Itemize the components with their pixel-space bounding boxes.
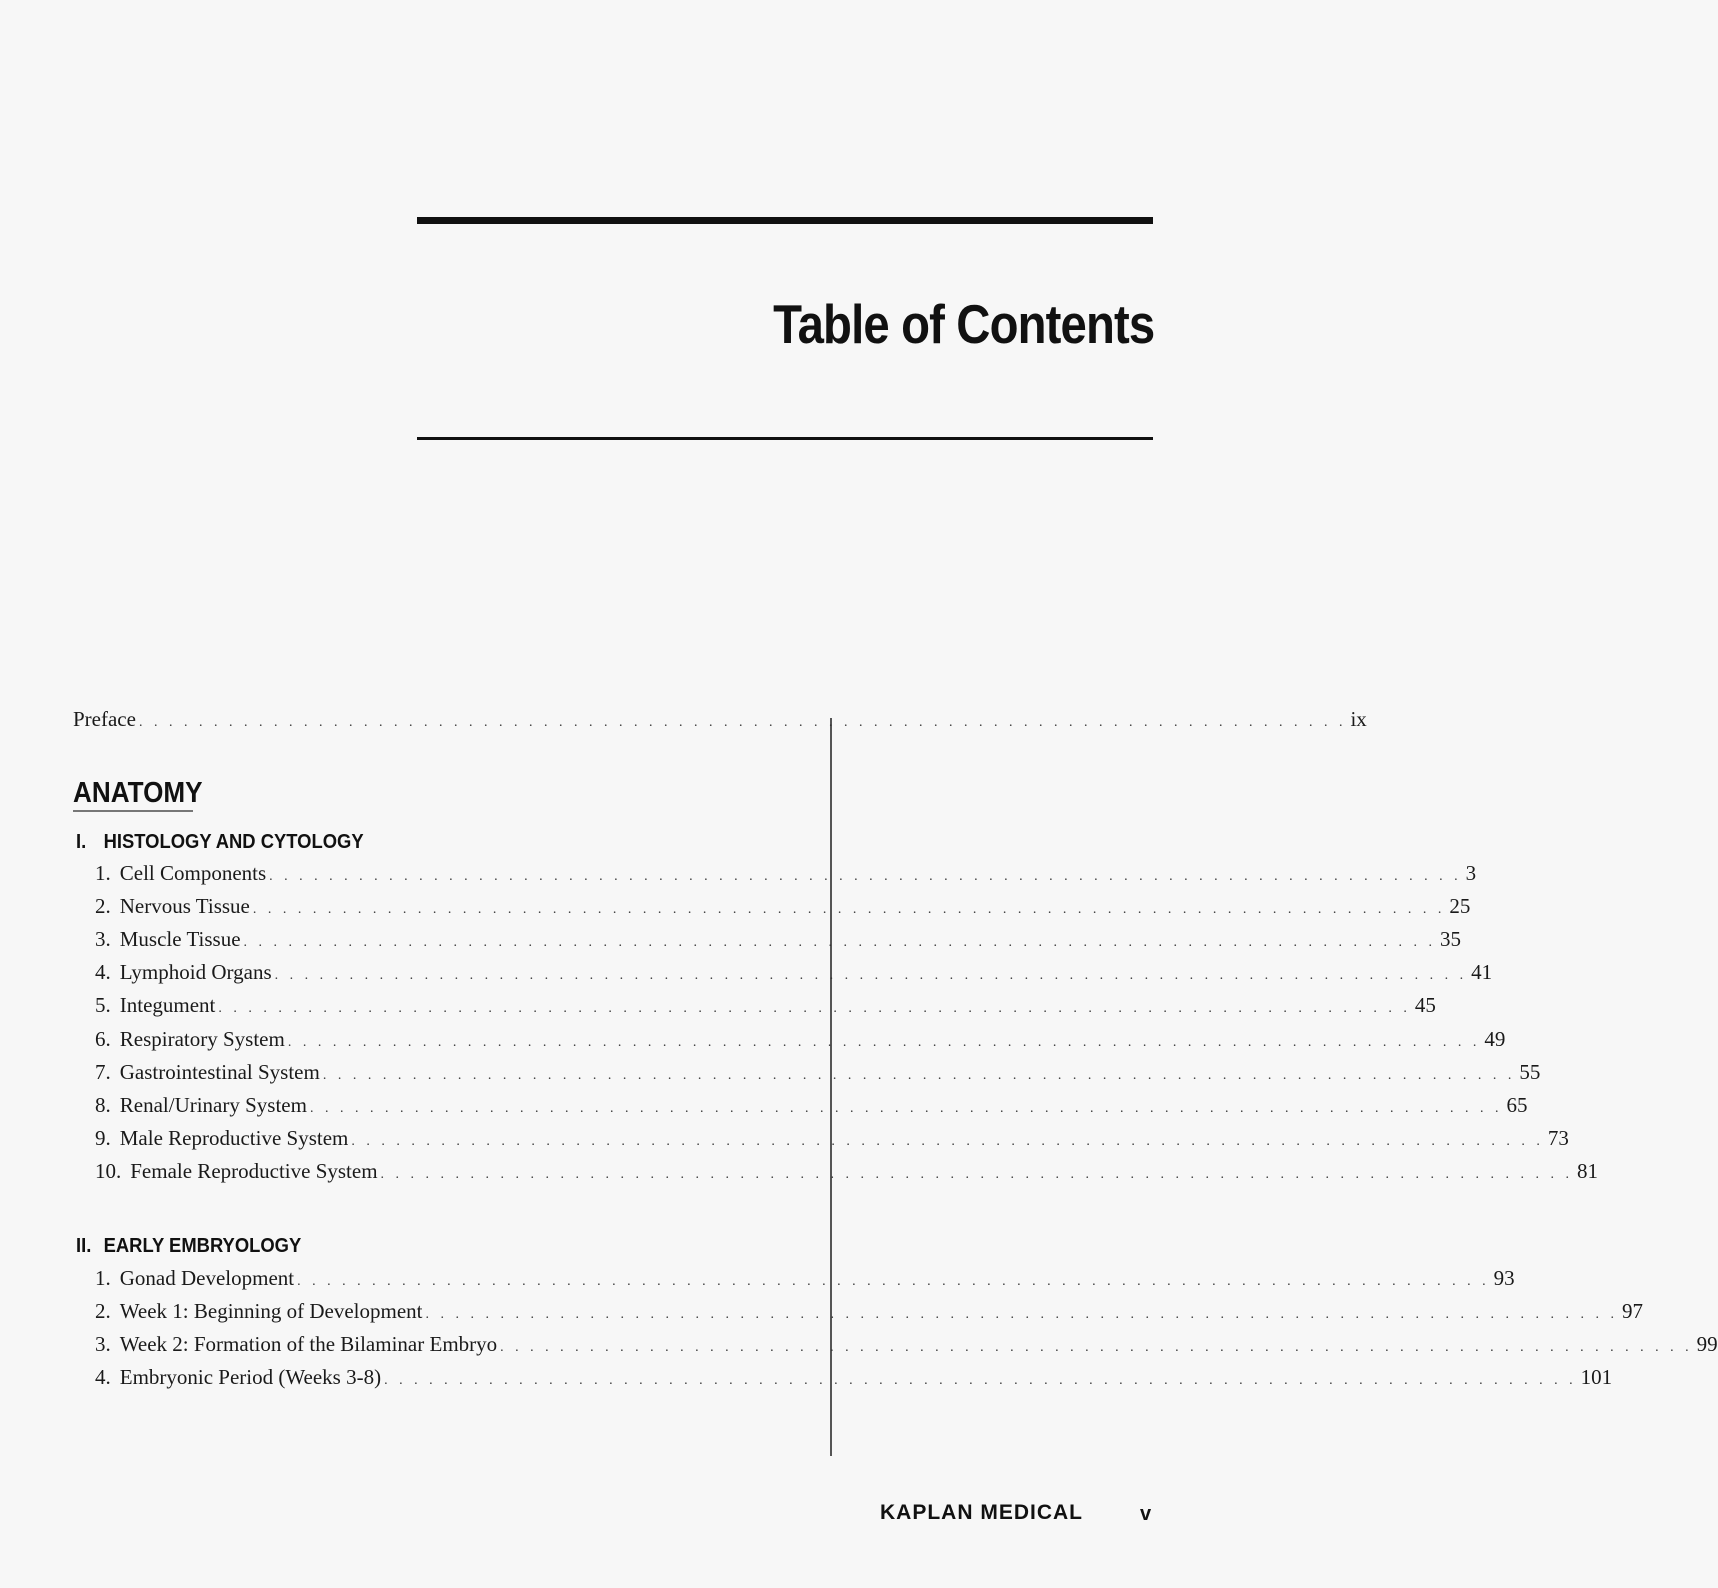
entry-title: Lymphoid Organs: [119, 960, 272, 985]
part-numeral: I.: [76, 831, 87, 853]
section-heading: ANATOMY: [73, 777, 203, 809]
entry-title: Integument: [119, 993, 216, 1018]
toc-entry-preface[interactable]: [73, 705, 1367, 737]
entry-title: Nervous Tissue: [119, 894, 250, 919]
entry-number: 10.: [95, 1158, 122, 1183]
toc-entry[interactable]: [95, 1264, 1515, 1296]
title-top-rule: [417, 217, 1153, 224]
dot-leader: . . . . . . . . . . . . . . . . . . . . . . . . . . . . . . . . . . . . . . . . . . . . . . . . . . . . . . . . . . . . . . . . . . . . . . . . . . . . . . . .: [243, 935, 1437, 951]
dot-leader: . . . . . . . . . . . . . . . . . . . . . . . . . . . . . . . . . . . . . . . . . . . . . . . . . . . . . . . . . . . . . . . . . . . . . . . . . . . . . . . .: [322, 1067, 1516, 1083]
toc-entry[interactable]: [95, 1157, 1599, 1189]
entry-number: 3.: [95, 927, 111, 952]
part-title: EARLY EMBRYOLOGY: [103, 1235, 302, 1257]
dot-leader: . . . . . . . . . . . . . . . . . . . . . . . . . . . . . . . . . . . . . . . . . . . . . . . . . . . . . . . . . . . . . . . . . . . . . . . . . . . . . . . .: [269, 869, 1462, 884]
entry-number: 9.: [95, 1125, 111, 1150]
entry-title: Week 1: Beginning of Development: [119, 1299, 423, 1324]
part-heading: [76, 1235, 301, 1258]
part-title: HISTOLOGY AND CYTOLOGY: [103, 831, 364, 853]
entry-title: Male Reproductive System: [119, 1125, 349, 1150]
entry-page: 99: [1696, 1332, 1718, 1357]
toc-entry[interactable]: [95, 892, 1471, 924]
entry-page: 93: [1493, 1266, 1515, 1290]
entry-number: 4.: [95, 1365, 111, 1390]
entry-title: Renal/Urinary System: [119, 1092, 307, 1117]
dot-leader: . . . . . . . . . . . . . . . . . . . . . . . . . . . . . . . . . . . . . . . . . . . . . . . . . . . . . . . . . . . . . . . . . . . . . . . . . . . . . . . . .: [138, 715, 1347, 730]
entry-title: Muscle Tissue: [119, 927, 241, 952]
entry-number: 7.: [95, 1059, 111, 1084]
entry-number: 3.: [95, 1332, 111, 1357]
toc-entry[interactable]: [95, 991, 1436, 1023]
entry-page: 73: [1547, 1125, 1569, 1150]
toc-entry[interactable]: [95, 925, 1462, 957]
entry-page: 25: [1449, 894, 1471, 919]
title-bottom-rule: [417, 437, 1153, 440]
toc-entry[interactable]: [95, 958, 1493, 990]
entry-page: 45: [1414, 993, 1436, 1018]
entry-page: 49: [1484, 1026, 1506, 1051]
entry-title: Female Reproductive System: [130, 1158, 378, 1183]
toc-entry[interactable]: [95, 1297, 1643, 1329]
dot-leader: . . . . . . . . . . . . . . . . . . . . . . . . . . . . . . . . . . . . . . . . . . . . . . . . . . . . . . . . . . . . . . . . . . . . . . . . . . . . . . . .: [297, 1274, 1490, 1289]
entry-page: 3: [1465, 861, 1477, 885]
dot-leader: . . . . . . . . . . . . . . . . . . . . . . . . . . . . . . . . . . . . . . . . . . . . . . . . . . . . . . . . . . . . . . . . . . . . . . . . . . . . . . . .: [252, 902, 1446, 918]
part-numeral: II.: [76, 1235, 92, 1257]
dot-leader: . . . . . . . . . . . . . . . . . . . . . . . . . . . . . . . . . . . . . . . . . . . . . . . . . . . . . . . . . . . . . . . . . . . . . . . . . . . . . . . .: [380, 1166, 1574, 1182]
toc-entry[interactable]: [95, 859, 1477, 891]
page-title: Table of Contents: [772, 293, 1154, 355]
toc-entry[interactable]: [95, 1330, 1718, 1362]
entry-number: 2.: [95, 894, 111, 919]
entry-page: 35: [1440, 927, 1462, 952]
entry-number: 5.: [95, 993, 111, 1018]
dot-leader: . . . . . . . . . . . . . . . . . . . . . . . . . . . . . . . . . . . . . . . . . . . . . . . . . . . . . . . . . . . . . . . . . . . . . . . . . . . . . . . .: [500, 1340, 1693, 1356]
entry-number: 8.: [95, 1092, 111, 1117]
dot-leader: . . . . . . . . . . . . . . . . . . . . . . . . . . . . . . . . . . . . . . . . . . . . . . . . . . . . . . . . . . . . . . . . . . . . . . . . . . . . . . . .: [425, 1307, 1618, 1323]
toc-entry[interactable]: [95, 1363, 1613, 1395]
entry-title: Gastrointestinal System: [119, 1059, 320, 1084]
entry-title: Cell Components: [119, 861, 267, 885]
entry-page: 41: [1471, 960, 1493, 985]
part-heading: [76, 831, 364, 854]
entry-number: 6.: [95, 1026, 111, 1051]
entry-page: 65: [1506, 1092, 1528, 1117]
publisher-footer: KAPLAN MEDICAL: [880, 1501, 1083, 1524]
entry-title: Week 2: Formation of the Bilaminar Embryo: [119, 1332, 498, 1357]
toc-entry[interactable]: [95, 1025, 1506, 1057]
entry-page: 101: [1580, 1365, 1613, 1390]
dot-leader: . . . . . . . . . . . . . . . . . . . . . . . . . . . . . . . . . . . . . . . . . . . . . . . . . . . . . . . . . . . . . . . . . . . . . . . . . . . . . . . .: [218, 1001, 1411, 1017]
toc-entry[interactable]: [95, 1058, 1541, 1090]
entry-page: ix: [1350, 707, 1367, 731]
dot-leader: . . . . . . . . . . . . . . . . . . . . . . . . . . . . . . . . . . . . . . . . . . . . . . . . . . . . . . . . . . . . . . . . . . . . . . . . . . . . . . . .: [351, 1133, 1544, 1149]
entry-title: Embryonic Period (Weeks 3-8): [119, 1365, 382, 1390]
dot-leader: . . . . . . . . . . . . . . . . . . . . . . . . . . . . . . . . . . . . . . . . . . . . . . . . . . . . . . . . . . . . . . . . . . . . . . . . . . . . . . . .: [274, 968, 1468, 984]
page-folio: v: [1140, 1503, 1152, 1525]
dot-leader: . . . . . . . . . . . . . . . . . . . . . . . . . . . . . . . . . . . . . . . . . . . . . . . . . . . . . . . . . . . . . . . . . . . . . . . . . . . . . . . .: [384, 1373, 1577, 1389]
toc-entry[interactable]: [95, 1124, 1569, 1156]
entry-number: 1.: [95, 861, 111, 885]
entry-number: 2.: [95, 1299, 111, 1324]
entry-page: 97: [1622, 1299, 1643, 1324]
entry-page: 55: [1519, 1059, 1541, 1084]
entry-page: 81: [1577, 1158, 1599, 1183]
entry-title: Gonad Development: [119, 1266, 295, 1290]
entry-title: Preface: [73, 707, 136, 731]
toc-entry[interactable]: [95, 1091, 1528, 1123]
entry-number: 1.: [95, 1266, 111, 1290]
entry-number: 4.: [95, 960, 111, 985]
dot-leader: . . . . . . . . . . . . . . . . . . . . . . . . . . . . . . . . . . . . . . . . . . . . . . . . . . . . . . . . . . . . . . . . . . . . . . . . . . . . . . . .: [309, 1100, 1503, 1116]
section-underline: [73, 810, 193, 812]
dot-leader: . . . . . . . . . . . . . . . . . . . . . . . . . . . . . . . . . . . . . . . . . . . . . . . . . . . . . . . . . . . . . . . . . . . . . . . . . . . . . . . .: [287, 1034, 1481, 1050]
entry-title: Respiratory System: [119, 1026, 285, 1051]
